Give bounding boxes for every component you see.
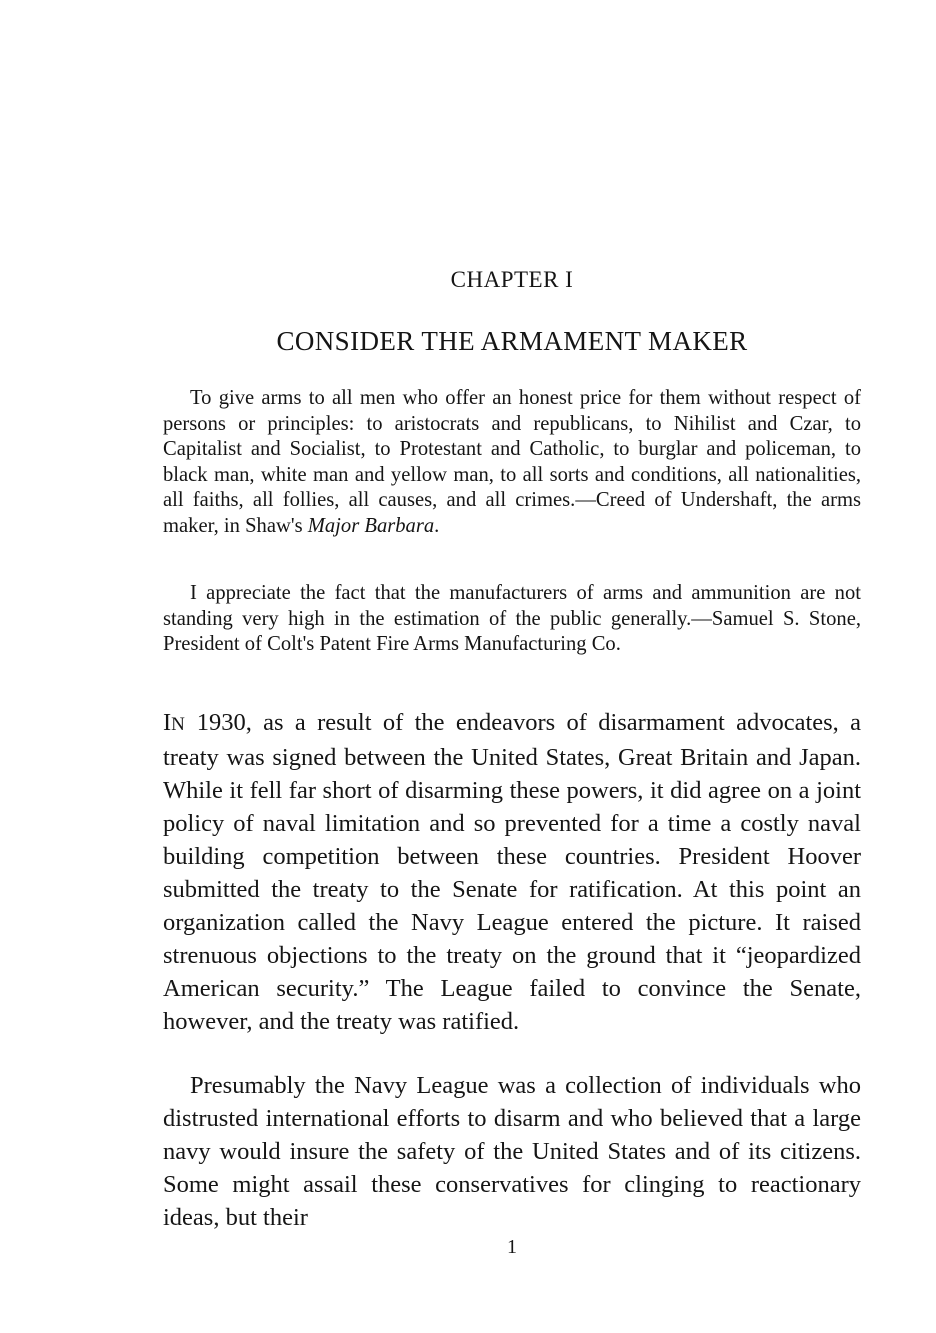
body-paragraph-1 (163, 706, 861, 1038)
chapter-title: CONSIDER THE ARMAMENT MAKER (276, 326, 748, 356)
paragraph-1-text: 1930, as a result of the endeavors of disarmament advocates, a treaty was signed between the United States, Great Britain and Japan. While it fell far short of disarming these powers, it did agree on a joint policy of naval limitation and so prevented for a time a costly naval building competition between these countries. President Hoover submitted the treaty to the Senate for ratification. At this point an organization called the Navy League entered the picture. It raised strenuous objections to the treaty on the ground that it “jeopardized American security.” The League failed to convince the Senate, however, and the treaty was ratified. (163, 709, 861, 1035)
body-paragraph-2: Presumably the Navy League was a collection of individuals who distrusted international efforts to disarm and who believed that a large navy would insure the safety of the United States and of its citizens. Some might assail these conservatives for clinging to reactionary ideas, but their (163, 1072, 861, 1231)
epigraph-shaw-text: To give arms to all men who offer an honest price for them without respect of persons or principles: to aristocrats and republicans, to Nihilist and Czar, to Capitalist and Socialist, to Protestant and Catholic, to burglar and policeman, to black man, white man and yellow man, to all sorts and conditions, all nationalities, all faiths, all follies, all causes, and all crimes.—Creed of Undershaft, the arms maker, in Shaw's (163, 387, 861, 537)
lead-small-caps: N (171, 714, 186, 735)
chapter-label: CHAPTER I (450, 267, 574, 292)
epigraph-shaw (163, 386, 861, 539)
page-number: 1 (507, 1236, 517, 1258)
epigraph-shaw-end: . (434, 514, 440, 537)
epigraph-shaw-work: Major Barbara (307, 514, 435, 537)
epigraph-stone: I appreciate the fact that the manufacturers of arms and ammunition are not standing very high in the estimation of the public generally.—Samuel S. Stone, President of Colt's Patent Fire Arms Manufacturing Co. (163, 582, 861, 655)
lead-capital: I (163, 709, 172, 736)
